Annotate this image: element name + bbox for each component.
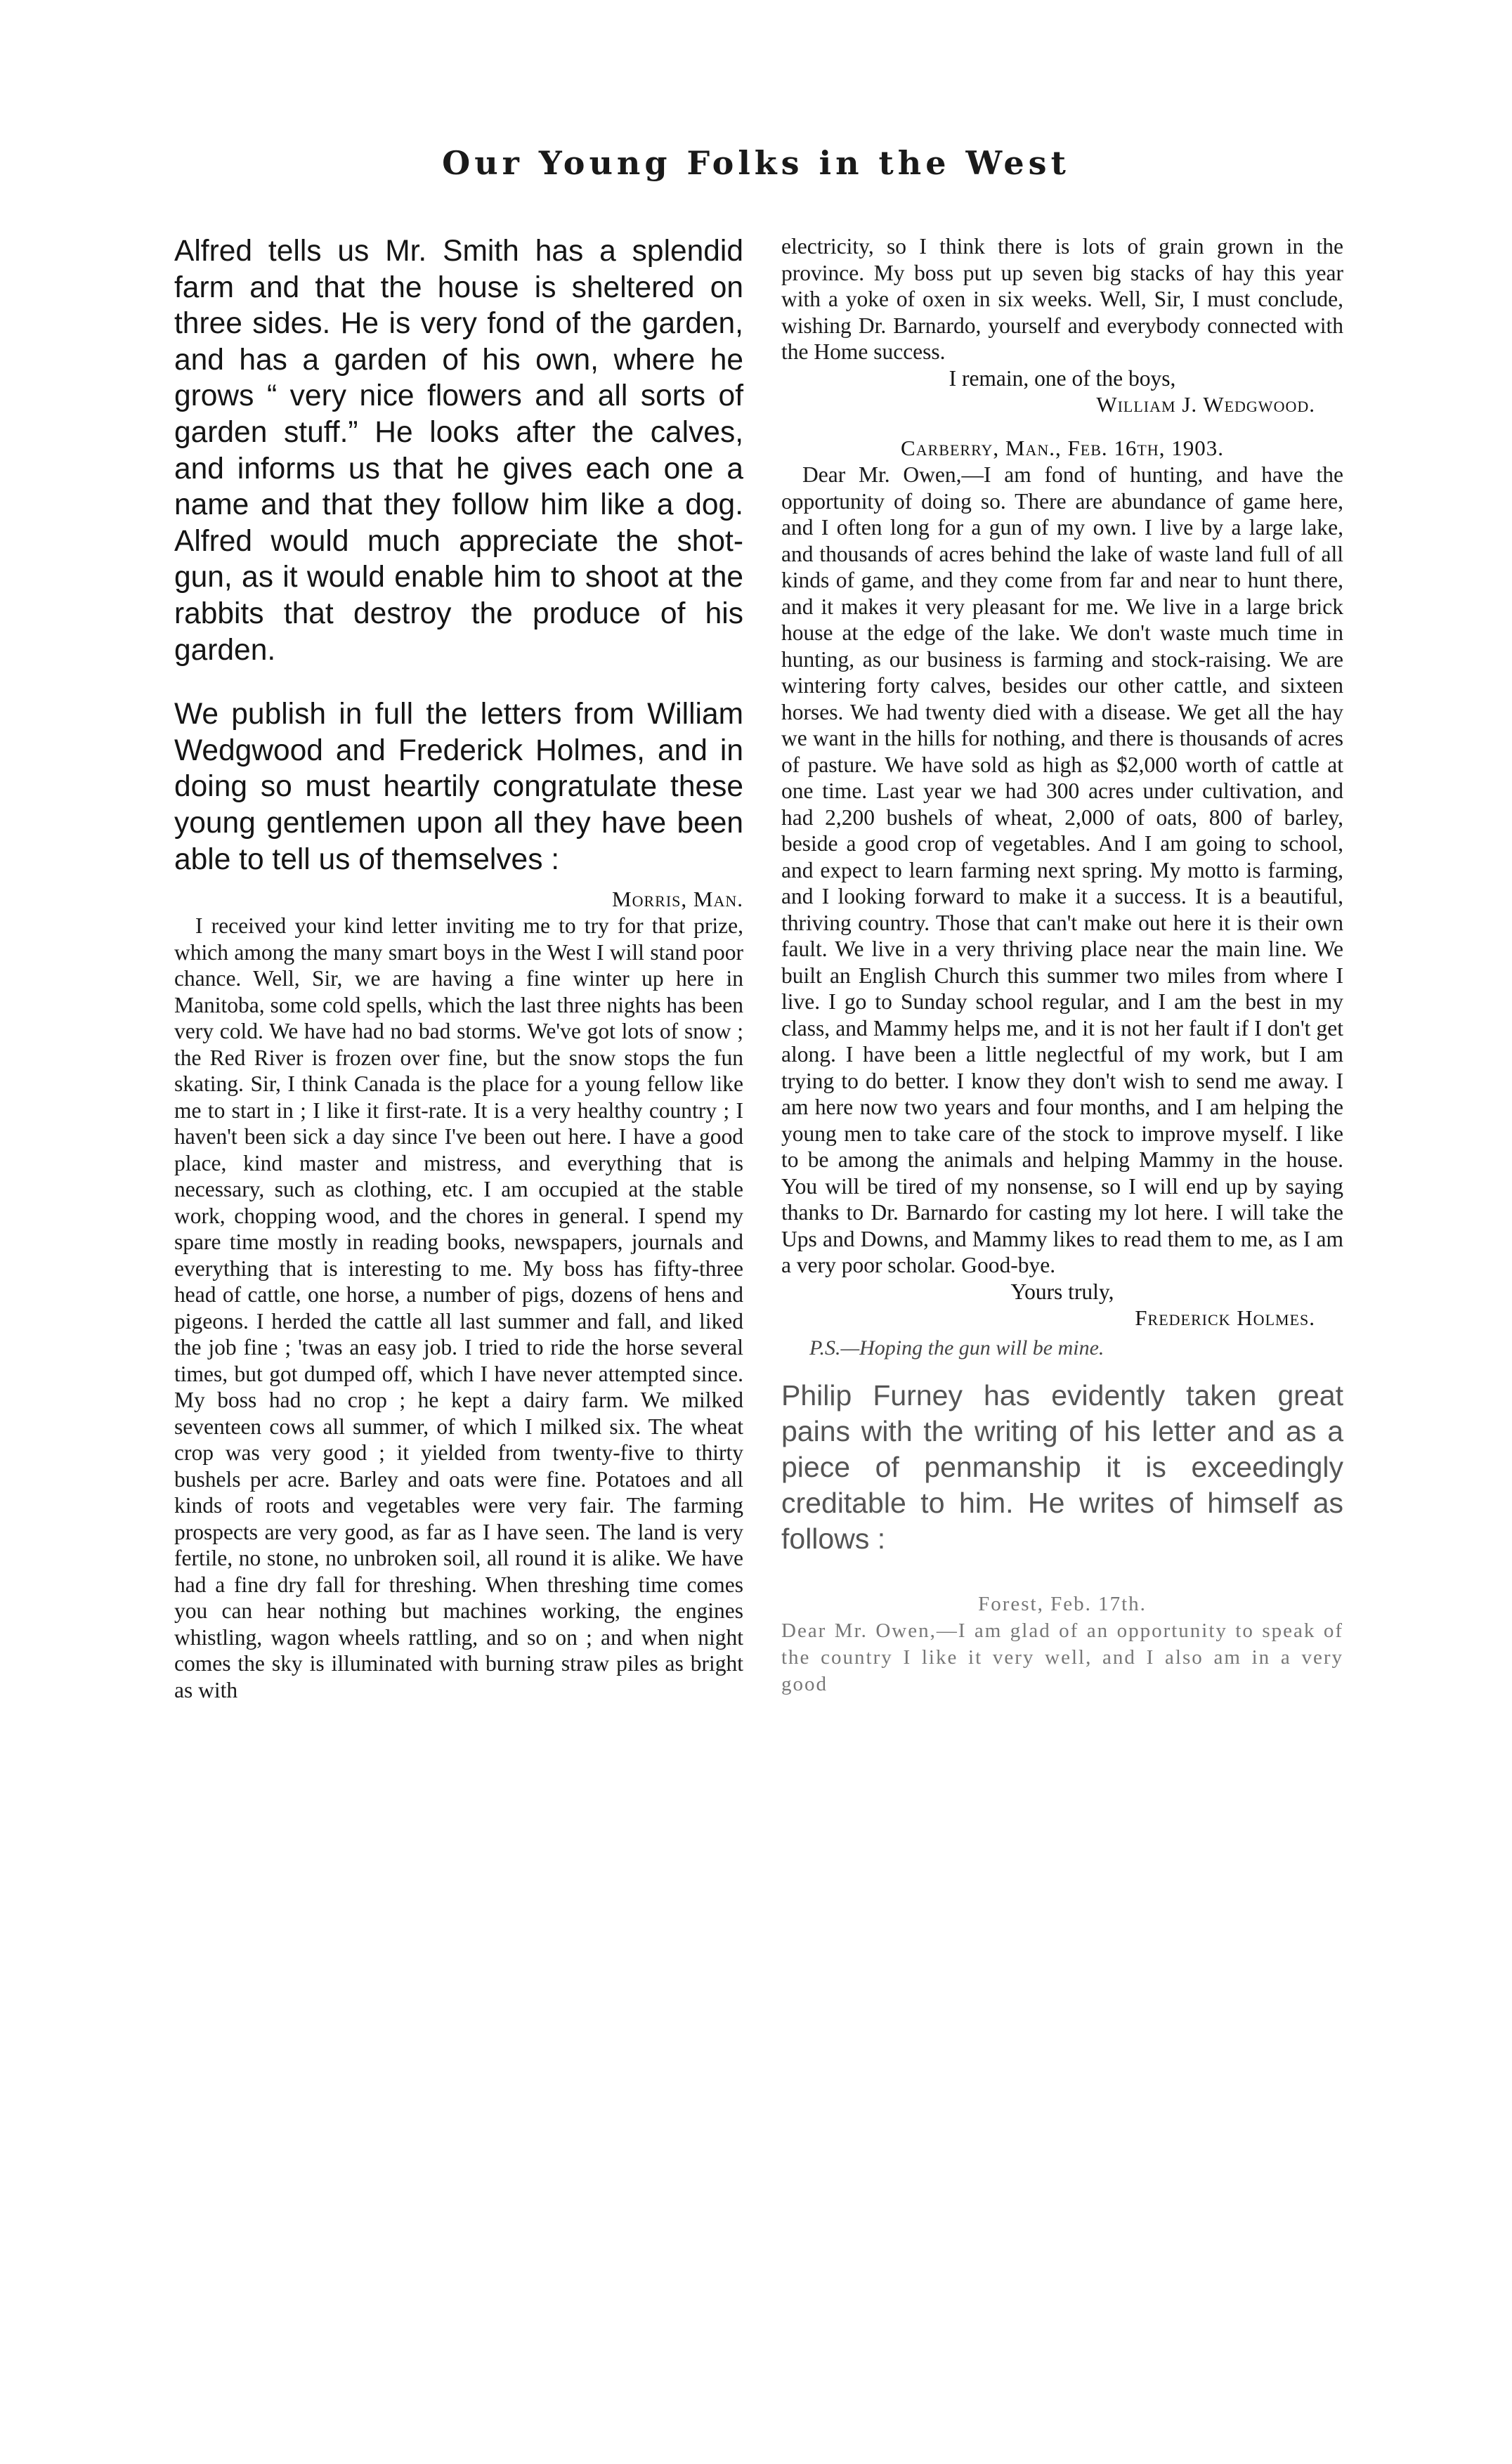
intro-paragraph-alfred: Alfred tells us Mr. Smith has a splendid farm and that the house is sheltered on three sides. He is very fond of the garden, and has a garden of his own, where he grows “ very nice flowers and all sorts of garden stuff.” He looks after the calves, and informs us that he gives each one a name and that they follow him like a dog. Alfred would much appreciate the shot-gun, as it would enable him to shoot at the rabbits that destroy the produce of his garden.: [174, 235, 743, 667]
right-column: [781, 233, 1343, 1697]
letter-wedgwood-continued: electricity, so I think there is lots of grain grown in the province. My boss put up seven big stacks of hay this year with a yoke of oxen in six weeks. Well, Sir, I must conclude, wishing Dr. Barnardo, yourself and everybody connected with the Home success.: [781, 234, 1343, 364]
letter-wedgwood-body: I received your kind letter inviting me to try for that prize, which among the many smart boys in the West I will stand poor chance. Well, Sir, we are having a fine winter up here in Manitoba, some cold spells, which the last three nights has been very cold. We have had no bad storms. We've got lots of snow ; the Red River is frozen over fine, but the snow stops the fun skating. Sir, I think Canada is the place for a young fellow like me to start in ; I like it first-rate. It is a very healthy country ; I haven't been sick a day since I've been out here. I have a good place, kind master and mistress, and everything that is necessary, such as clothing, etc. I am occupied at the stable work, chopping wood, and the chores in general. I spend my spare time mostly in reading books, newspapers, journals and everything that is interesting to me. My boss has fifty-three head of cattle, one horse, a number of pigs, dozens of hens and pigeons. I herded the cattle all last summer and fall, and liked the job fine ; 'twas an easy job. I tried to ride the horse several times, but got dumped off, which I have never attempted since. My boss had no crop ; he kept a dairy farm. We milked seventeen cows all summer, of which I milked six. The wheat crop was very good ; it yielded from twenty-five to thirty bushels per acre. Barley and oats were fine. Potatoes and all kinds of roots and vegetables were very fair. The farming prospects are very good, as far as I have seen. The land is very fertile, no stone, no unbroken soil, all round it is alike. We have had a fine dry fall for threshing. When threshing time comes you can hear nothing but machines working, the engines whistling, wagon wheels rattling, and so on ; and when night comes the sky is illuminated with burning straw piles as bright as with: [174, 913, 743, 1702]
intro-paragraph-letters: We publish in full the letters from William Wedgwood and Frederick Holmes, and in doing so must heartily congratulate these young gentlemen upon all they have been able to tell us of themselves :: [174, 698, 743, 876]
letter-place-morris: Morris, Man.: [612, 887, 743, 912]
letter-place-carberry: Carberry, Man., Feb. 16th, 1903.: [901, 436, 1224, 460]
left-column: [174, 233, 743, 1703]
signature-wedgwood: William J. Wedgwood.: [1096, 392, 1315, 417]
postscript-holmes: P.S.—Hoping the gun will be mine.: [809, 1336, 1104, 1360]
signature-holmes: Frederick Holmes.: [1135, 1305, 1315, 1330]
letter-furney-start: Dear Mr. Owen,—I am glad of an opportunity to speak of the country I like it very well, and I also am in a very good: [781, 1619, 1343, 1695]
letter-holmes-closing: Yours truly,: [1010, 1279, 1114, 1304]
letter-holmes-body: Dear Mr. Owen,—I am fond of hunting, and have the opportunity of doing so. There are abundance of game here, and I often long for a gun of my own. I live by a large lake, and thousands of acres behind the lake of waste land full of all kinds of game, and they come from far and near to hunt there, and it makes it very pleasant for me. We live in a large brick house at the edge of the lake. We don't waste much time in hunting, as our business is farming and stock-raising. We are wintering forty calves, besides our other cattle, and sixteen horses. We had twenty died with a disease. We get all the hay we want in the hills for nothing, and there is thousands of acres of pasture. We have sold as high as $2,000 worth of cattle at one time. Last year we had 300 acres under cultivation, and had 2,200 bushels of wheat, 2,000 of oats, 800 of barley, beside a good crop of vegetables. And I am going to school, and expect to learn farming next spring. My motto is farming, and I looking forward to make it a success. It is a beautiful, thriving country. Those that can't make out here it is their own fault. We live in a very thriving place near the main line. We built an English Church this summer two miles from where I live. I go to Sunday school regular, and I am the best in my class, and Mammy helps me, and it is not her fault if I don't get along. I have been a little neglectful of my work, but I am trying to do better. I know they don't wish to send me away. I am here now two years and four months, and I am helping the young men to take care of the stock to improve myself. I like to be among the animals and helping Mammy in the house. You will be tired of my nonsense, so I will end up by saying thanks to Dr. Barnardo for casting my lot here. I will take the Ups and Downs, and Mammy likes to read them to me, as I am a very poor scholar. Good-bye.: [781, 462, 1343, 1277]
letter-wedgwood-closing: I remain, one of the boys,: [949, 365, 1176, 391]
letter-place-forest: Forest, Feb. 17th.: [978, 1593, 1147, 1615]
running-head: Our Young Folks in the West: [442, 144, 1070, 182]
intro-paragraph-furney: Philip Furney has evidently taken great pains with the writing of his letter and as a piece of penmanship it is exceedingly creditable to him. He writes of himself as follows :: [781, 1379, 1343, 1555]
